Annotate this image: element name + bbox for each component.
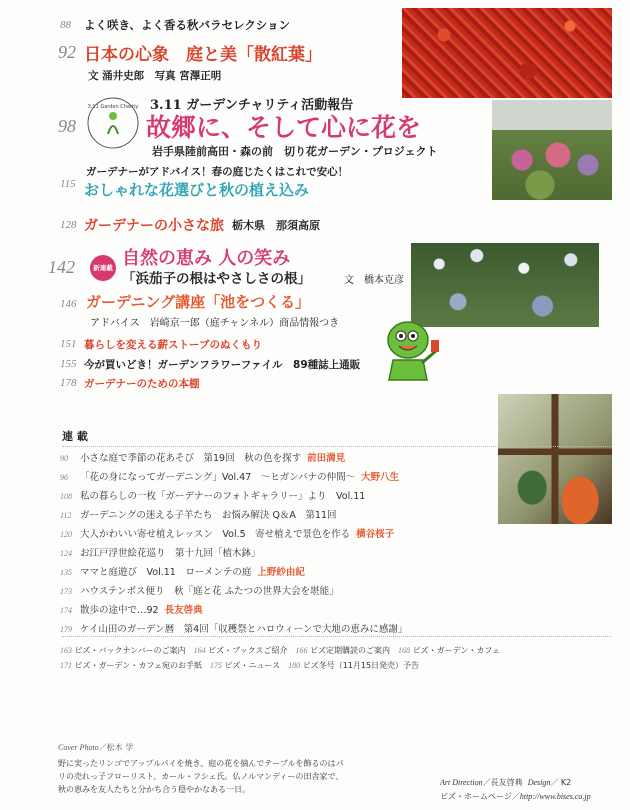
article-title[interactable]: 故郷に、そして心に花を — [146, 113, 422, 142]
page-number: 155 — [60, 358, 77, 370]
serial-row[interactable] — [60, 450, 345, 464]
page-number: 180 — [288, 661, 301, 670]
serial-row[interactable] — [60, 583, 339, 597]
page-number: 174 — [60, 606, 72, 615]
article-title[interactable]: 自然の恵み 人の笑み — [122, 248, 291, 269]
new-series-badge: 新連載 — [90, 255, 116, 281]
footer-link-label: ビズ定期購読のご案内 — [310, 646, 391, 655]
serial-title: 散歩の途中で…92 — [80, 605, 159, 616]
footer-link[interactable] — [60, 646, 186, 655]
article-title[interactable]: ガーデナーのための本棚 — [84, 378, 200, 390]
serial-row[interactable] — [60, 545, 261, 559]
page-number: 179 — [60, 625, 72, 634]
article-kicker: ガーデナーがアドバイス！春の庭じたくはこれで安心！ — [86, 166, 349, 178]
page-number: 163 — [60, 646, 72, 655]
article-kicker: 3.11 ガーデンチャリティ活動報告 — [150, 98, 354, 113]
page-number: 146 — [60, 298, 77, 310]
website-link[interactable]: http://www.bises.co.jp — [519, 792, 591, 801]
serial-title: 「花の身になってガーデニング」Vol.47 〜ヒガンバナの仲間〜 — [80, 472, 356, 483]
article-title[interactable]: おしゃれな花選びと秋の植え込み — [84, 181, 310, 199]
serial-row[interactable] — [60, 602, 203, 616]
page-number: 112 — [60, 511, 72, 520]
footer-links-line2 — [60, 660, 427, 671]
article-title[interactable]: ガーデニング講座「池をつくる」 — [86, 293, 311, 311]
article-title[interactable]: 今が買いどき！ガーデンフラワーファイル 89種誌上通販 — [84, 359, 361, 371]
article-credit: アドバイス 岩崎京一郎（庭チャンネル）商品情報つき — [90, 318, 340, 329]
cover-photo-credit — [58, 742, 133, 753]
page-number: 96 — [60, 473, 68, 482]
logo-text: 3.11 Garden Charity — [87, 104, 139, 110]
footer-link-label: ビズ・ブックスご紹介 — [208, 646, 288, 655]
serial-author: 前田満見 — [307, 453, 346, 464]
footer-link[interactable] — [194, 646, 288, 655]
web-label: ビズ・ホームページ／ — [440, 792, 520, 801]
page-number: 92 — [58, 42, 76, 62]
design-name: ／ K2 — [550, 778, 572, 787]
divider — [62, 636, 612, 637]
art-direction-credit — [440, 777, 571, 788]
serial-row[interactable] — [60, 564, 305, 578]
page-number: 178 — [60, 377, 77, 389]
gardener-mascot-illustration — [375, 314, 445, 386]
page-number: 173 — [60, 587, 72, 596]
serial-author: 長友啓典 — [164, 605, 203, 616]
serial-row[interactable] — [60, 469, 399, 483]
serial-title: お江戸浮世絵花巡り 第十九回「植木鉢」 — [80, 548, 261, 559]
serial-title: ハウステンボス便り 秋「庭と花 ふたつの世界大会を堪能」 — [80, 586, 339, 597]
footer-links-line1 — [60, 645, 508, 656]
cover-caption — [58, 757, 344, 796]
serial-row[interactable] — [60, 488, 365, 502]
page-number: 124 — [60, 549, 72, 558]
footer-link-label: ビズ冬号（11月15日発売）予告 — [302, 661, 420, 670]
footer-link[interactable] — [288, 661, 419, 670]
page-number: 115 — [60, 178, 76, 190]
page-number: 142 — [48, 257, 75, 277]
article-title[interactable]: ガーデナーの小さな旅 — [84, 218, 224, 234]
footer-link[interactable] — [210, 661, 280, 670]
serial-author: 横谷桜子 — [356, 529, 395, 540]
article-title[interactable]: 日本の心象 庭と美「散紅葉」 — [84, 45, 322, 65]
footer-link-label: ビズ・ニュース — [224, 661, 281, 670]
garden-charity-logo — [86, 96, 140, 150]
serial-title: ガーデニングの迷える子羊たち お悩み解決 Q＆A 第11回 — [80, 510, 337, 521]
page-number: 98 — [58, 116, 76, 136]
article-subtitle: 岩手県陸前高田・森の前 切り花ガーデン・プロジェクト — [152, 145, 438, 158]
serial-row[interactable] — [60, 621, 407, 635]
serial-author: 大野八生 — [361, 472, 400, 483]
autumn-leaves-photo — [402, 8, 612, 98]
pumpkin-window-photo — [498, 394, 612, 524]
garden-volunteers-photo — [492, 100, 612, 200]
page-number: 108 — [60, 492, 72, 501]
art-name: ／長友啓典 — [482, 778, 523, 787]
article-subtitle: 「浜茄子の根はやさしさの根」 — [122, 271, 311, 287]
serial-title: 私の暮らしの一枚「ガーデナーのフォトギャラリー」より Vol.11 — [80, 491, 366, 502]
page-number: 166 — [295, 646, 308, 655]
page-number: 151 — [60, 338, 77, 350]
serial-row[interactable] — [60, 507, 337, 521]
website-credit — [440, 791, 591, 802]
serial-title: 小さな庭で季節の花あそび 第19回 秋の色を探す — [80, 453, 302, 464]
page-number: 135 — [60, 568, 72, 577]
article-place: 栃木県 那須高原 — [232, 219, 320, 232]
page-number: 120 — [60, 530, 72, 539]
cover-caption-line: リの売れっ子フローリスト、カール・フシェ氏。仏ノルマンディーの田舎家で、 — [58, 772, 344, 781]
cover-label: Cover Photo — [58, 743, 99, 752]
page-number: 175 — [210, 661, 222, 670]
serial-author: 上野紗由紀 — [257, 567, 305, 578]
cover-photographer: ／松木 学 — [98, 743, 134, 752]
cover-caption-line: 野に実ったリンゴでアップルパイを焼き、庭の花を摘んでテーブルを飾るのはパ — [58, 759, 344, 768]
page-number: 171 — [60, 661, 72, 670]
serial-title: ケイ山田のガーデン暦 第4回「収穫祭とハロウィーンで大地の恵みに感謝」 — [80, 624, 408, 635]
footer-link-label: ビズ・ガーデン・カフェ — [412, 646, 501, 655]
cover-caption-line: 秋の恵みを友人たちと分かち合う穏やかなある一日。 — [58, 785, 250, 794]
article-title[interactable]: 暮らしを変える薪ストーブのぬくもり — [84, 339, 262, 351]
article-credit: 文 涌井史郎 写真 宮澤正明 — [88, 70, 222, 82]
page-number: 88 — [60, 19, 71, 31]
article-title[interactable]: よく咲き、よく香る秋バラセレクション — [84, 18, 291, 32]
serial-title: ママと庭遊び Vol.11 ローメンテの庭 — [80, 567, 252, 578]
page-number: 168 — [398, 646, 411, 655]
footer-link-label: ビズ・ガーデン・カフェ宛のお手紙 — [74, 661, 202, 670]
footer-link-label: ビズ・バックナンバーのご案内 — [74, 646, 186, 655]
serial-row[interactable] — [60, 526, 394, 540]
page-number: 90 — [60, 454, 68, 463]
footer-link[interactable] — [60, 661, 202, 670]
serial-heading: 連 載 — [62, 430, 88, 443]
design-label: Design — [527, 778, 551, 787]
article-credit: 文 橋本克彦 — [344, 275, 404, 286]
divider — [62, 446, 612, 447]
page-number: 164 — [193, 646, 206, 655]
page-number: 128 — [60, 219, 77, 231]
footer-link[interactable] — [398, 646, 500, 655]
footer-link[interactable] — [296, 646, 391, 655]
art-label: Art Direction — [440, 778, 483, 787]
serial-title: 大人かわいい寄せ植えレッスン Vol.5 寄せ植えで景色を作る — [80, 529, 351, 540]
